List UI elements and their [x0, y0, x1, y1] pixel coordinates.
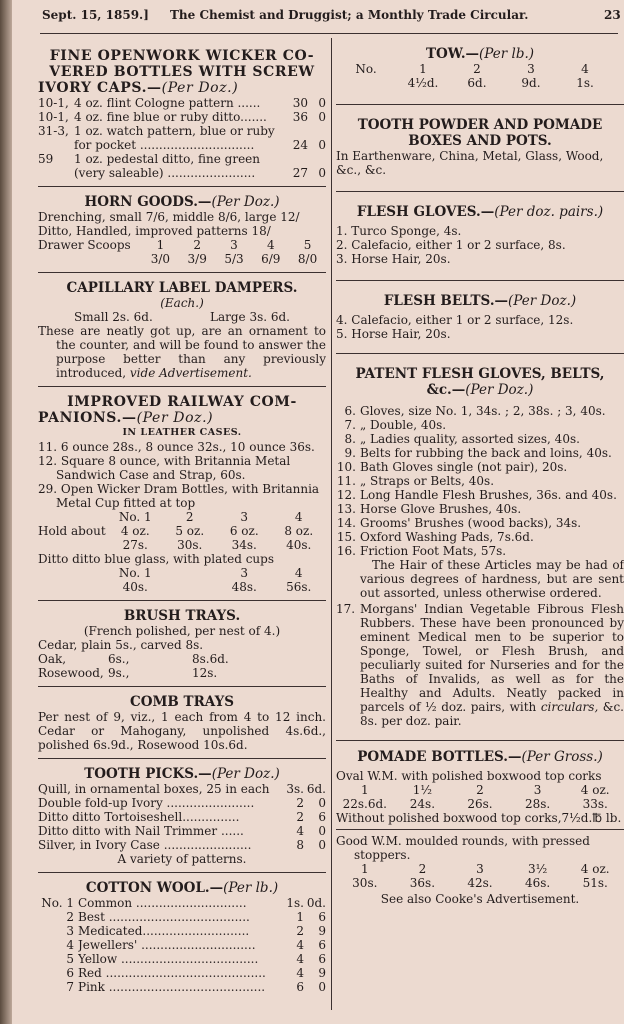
railway-no: 2 [185, 510, 194, 524]
rule [336, 353, 624, 354]
wicker-row [38, 166, 326, 180]
patent-item-number: 11. [336, 474, 356, 488]
tow-no: 4 [581, 62, 589, 76]
wicker-section [38, 40, 326, 180]
picks-variety: A variety of patterns. [117, 852, 247, 866]
railway-item-12: 12. Square 8 ounce, with Britannia Metal Sandwich Case and Strap, 60s. [38, 454, 291, 482]
rule [38, 600, 326, 601]
wicker-unit: (Per Doz.) [161, 80, 239, 96]
patent-item [336, 502, 624, 516]
pomade-section [336, 749, 624, 906]
wicker-price-shillings [286, 152, 308, 166]
wicker-item-text: (very saleable) ....................... [74, 166, 256, 180]
fleshgloves-item: 1. Turco Sponge, 4s. [336, 224, 462, 238]
wool-number: 5 [66, 952, 74, 966]
patent-item-number: 12. [336, 488, 356, 502]
wool-price-list [38, 896, 326, 994]
rule [38, 186, 326, 187]
pomade-price: 28s. [524, 797, 551, 811]
patent-item [336, 544, 624, 558]
pomade-size-2: 3½ [527, 862, 548, 876]
wicker-item-number: 10-1, [38, 96, 69, 110]
fleshgloves-unit: (Per doz. pairs.) [494, 204, 604, 220]
wicker-item-number: 59 [38, 152, 54, 166]
picks-item-text: Ditto ditto Tortoiseshell............... [38, 810, 240, 824]
pomade-price-2: 46s. [524, 876, 551, 890]
wool-price-shillings: 6 [296, 980, 304, 994]
wool-name: Pink ......................................... [78, 980, 266, 994]
railway-hold-label: Hold about [38, 524, 106, 538]
pomade-size: 1½ [412, 783, 433, 797]
pomade-size: 3 [533, 783, 542, 797]
railway-price: 30s. [177, 538, 203, 552]
tow-price: 1s. [576, 76, 594, 90]
horn-price: 6/9 [261, 252, 281, 266]
wicker-row [38, 96, 326, 110]
railway-price-2: 40s. [122, 580, 148, 594]
patent-item-text: Gloves, size No. 1, 34s. ; 2, 38s. ; 3, 40s. [360, 404, 606, 418]
fleshbelts-title: FLESH BELTS.— [383, 293, 509, 309]
wicker-price-shillings: 36 [292, 110, 308, 124]
horn-size: 2 [193, 238, 202, 252]
wool-unit: (Per lb.) [223, 880, 279, 896]
patent-item-text: Grooms' Brushes (wood backs), 34s. [360, 516, 582, 530]
wicker-title-1: FINE OPENWORK WICKER CO- [49, 48, 315, 64]
fleshbelts-section [336, 293, 624, 341]
brush-section [38, 608, 326, 680]
wicker-price-pence: 0 [318, 110, 326, 124]
patent-item [336, 530, 624, 544]
pomade-price: 33s. [582, 797, 608, 811]
wool-price-pence: 9 [318, 966, 326, 980]
comb-title: COMB TRAYS [129, 694, 234, 710]
wool-name: Medicated............................ [78, 924, 250, 938]
wool-name: Common ............................. [78, 896, 247, 910]
tow-no: No. [355, 62, 377, 76]
wool-price-pence: 6 [318, 952, 326, 966]
book-binding [0, 0, 12, 1024]
wool-price-shillings: 4 [296, 952, 304, 966]
brush-wood: Oak, [38, 652, 67, 666]
horn-size: 3 [230, 238, 238, 252]
wicker-price-pence: 0 [318, 166, 326, 180]
wicker-item-text: 1 oz. watch pattern, blue or ruby [74, 124, 275, 138]
picks-row [38, 782, 326, 796]
wicker-price-list [38, 96, 326, 180]
patent-item-17-circulars: circulars, [540, 700, 599, 714]
wicker-title-2: VERED BOTTLES WITH SCREW [49, 64, 315, 80]
wicker-price-pence [308, 124, 326, 138]
horn-unit: (Per Doz.) [211, 194, 280, 210]
pomade-price: 22s.6d. [342, 797, 387, 811]
rule [336, 280, 624, 281]
pomade-oval: Oval W.M. with polished boxwood top corks [336, 769, 602, 783]
brush-price: 6s., [108, 652, 130, 666]
wool-title: COTTON WOOL.— [85, 880, 224, 896]
railway-item-11: 11. 6 ounce 28s., 8 ounce 32s., 10 ounce 36s. [38, 440, 315, 454]
railway-no-2: 3 [240, 566, 249, 580]
patent-item-number: 8. [344, 432, 356, 446]
rule [336, 104, 624, 105]
patent-item-text: „ Double, 40s. [360, 418, 447, 432]
brush-wood: Rosewood, [38, 666, 104, 680]
picks-price-shillings: 2 [296, 796, 304, 810]
pomade-size: 1 [360, 783, 369, 797]
tow-no: 3 [527, 62, 535, 76]
pomade-unit: (Per Gross.) [521, 749, 603, 765]
pomade-size: 4 oz. [580, 783, 610, 797]
wool-price-pence: 6 [318, 910, 326, 924]
picks-price-pence: 6 [318, 810, 326, 824]
patent-item-text: Horse Glove Brushes, 40s. [360, 502, 522, 516]
wicker-item-text: 4 oz. flint Cologne pattern ...... [74, 96, 261, 110]
patent-note: The Hair of these Articles may be had of various degrees of hardness, but are sent out assorted, unless otherwise ordered. [360, 558, 624, 600]
railway-price-2: 48s. [231, 580, 257, 594]
patent-item-number: 14. [336, 516, 356, 530]
patent-item-number: 6. [344, 404, 356, 418]
railway-title-1: IMPROVED RAILWAY COM- [67, 394, 297, 410]
patent-unit: (Per Doz.) [465, 382, 534, 398]
railway-no: No. 1 [118, 510, 152, 524]
comb-text: Per nest of 9, viz., 1 each from 4 to 12 inch. Cedar or Mahogany, unpolished 4s.6d., polished 6s.9d., Rosewood 10s.6d. [38, 710, 326, 752]
capillary-small: Small 2s. 6d. [74, 310, 153, 324]
pomade-good: Good W.M. moulded rounds, with pressed stoppers. [336, 834, 590, 862]
patent-item-17-number: 17. [336, 602, 356, 616]
capillary-title: CAPILLARY LABEL DAMPERS. [66, 280, 298, 296]
horn-size: 5 [303, 238, 312, 252]
railway-no-2: No. 1 [118, 566, 152, 580]
railway-price: 40s. [286, 538, 312, 552]
wicker-item-number [38, 166, 74, 180]
horn-line-3: Drawer Scoops [38, 238, 131, 252]
wool-price-shillings: 1 [296, 910, 304, 924]
wicker-row [38, 138, 326, 152]
wool-row [38, 924, 326, 938]
picks-title: TOOTH PICKS.— [84, 766, 212, 782]
picks-price-shillings: 3s. [286, 782, 304, 796]
picks-price-pence: 0 [318, 838, 326, 852]
rule [336, 191, 624, 192]
picks-row [38, 824, 326, 838]
railway-capacity: 5 oz. [175, 524, 205, 538]
wool-price-pence: 0d. [306, 896, 326, 910]
wicker-item-number: 10-1, [38, 110, 69, 124]
capillary-vide: vide Advertisement. [129, 366, 252, 380]
patent-item-text: Belts for rubbing the back and loins, 40s. [360, 446, 612, 460]
railway-no: 4 [294, 510, 303, 524]
pomade-price-2: 36s. [409, 876, 436, 890]
wool-name: Best ..................................... [78, 910, 250, 924]
brush-price: 8s.6d. [192, 652, 229, 666]
patent-item-list [336, 404, 624, 558]
wicker-price-shillings: 24 [292, 138, 308, 152]
horn-size: 1 [156, 238, 165, 252]
wool-name: Jewellers' .............................. [78, 938, 256, 952]
horn-price: 3/0 [150, 252, 171, 266]
tow-price: 6d. [467, 76, 487, 90]
tow-section [336, 40, 624, 90]
picks-price-list [38, 782, 326, 852]
wicker-price-shillings: 27 [292, 166, 308, 180]
horn-price: 3/9 [187, 252, 207, 266]
patent-item [336, 446, 624, 460]
pomade-size: 2 [476, 783, 484, 797]
rule [38, 758, 326, 759]
capillary-section [38, 280, 326, 380]
fleshbelts-item: 4. Calefacio, either 1 or 2 surface, 12s. [336, 313, 574, 327]
wicker-row [38, 124, 326, 138]
wool-section [38, 880, 326, 994]
railway-price-2: 56s. [286, 580, 312, 594]
wicker-item-text: 1 oz. pedestal ditto, fine green [74, 152, 260, 166]
wicker-item-number: 31-3, [38, 124, 69, 138]
railway-unit: (Per Doz.) [136, 410, 214, 426]
picks-unit: (Per Doz.) [211, 766, 280, 782]
tow-no: 1 [419, 62, 427, 76]
wicker-price-pence [308, 152, 326, 166]
column-divider [331, 38, 332, 1010]
picks-item-text: Quill, in ornamental boxes, 25 in each [38, 782, 270, 796]
rule [38, 686, 326, 687]
picks-item-text: Silver, in Ivory Case ....................... [38, 838, 252, 852]
fleshgloves-item: 2. Calefacio, either 1 or 2 surface, 8s. [336, 238, 566, 252]
wicker-title-3: IVORY CAPS.— [38, 80, 162, 96]
brush-title: BRUSH TRAYS. [123, 608, 241, 624]
wool-row [38, 980, 326, 994]
wool-price-shillings: 4 [296, 966, 304, 980]
header-page-number: 23 [604, 8, 621, 22]
wool-row [38, 896, 326, 910]
wool-number: 3 [66, 924, 74, 938]
patent-item-number: 13. [336, 502, 356, 516]
brush-cedar: Cedar, plain 5s., carved 8s. [38, 638, 204, 652]
patent-item-number: 9. [344, 446, 356, 460]
wool-price-pence: 6 [318, 938, 326, 952]
wicker-row [38, 110, 326, 124]
comb-section [38, 694, 326, 752]
rule [38, 872, 326, 873]
tow-price: 9d. [521, 76, 541, 90]
picks-row [38, 796, 326, 810]
pomade-size-2: 4 oz. [580, 862, 610, 876]
brush-price: 9s., [108, 666, 130, 680]
capillary-large: Large 3s. 6d. [209, 310, 290, 324]
wicker-item-number [38, 138, 74, 152]
pomade-price: 24s. [409, 797, 436, 811]
wool-number: No. 1 [41, 896, 74, 910]
horn-price: 8/0 [297, 252, 318, 266]
wool-number: 6 [66, 966, 74, 980]
horn-size: 4 [266, 238, 275, 252]
railway-capacity: 4 oz. [120, 524, 150, 538]
pomade-see-also: See also Cooke's Advertisement. [380, 892, 580, 906]
rule [38, 272, 326, 273]
picks-section [38, 766, 326, 866]
wool-name: Red .......................................... [78, 966, 266, 980]
railway-item-29: 29. Open Wicker Dram Bottles, with Britannia Metal Cup fitted at top [38, 482, 320, 510]
patent-item [336, 418, 624, 432]
tow-unit: (Per lb.) [479, 46, 535, 62]
patent-item-17-end: &c. 8s. per doz. pair. [360, 700, 624, 728]
fleshgloves-section [336, 204, 624, 266]
picks-price-shillings: 8 [296, 838, 304, 852]
rule [336, 740, 624, 741]
wool-price-pence: 9 [318, 924, 326, 938]
patent-item-17-text: Morgans' Indian Vegetable Fibrous Flesh Rubbers. These have been pronounced by eminent Medical men to be superior to Sponge, Towel, or Flesh Brush, and peculiarly suited for Nurseries and for the Baths of Invalids, as well as for the Healthy and Adults. Neatly packed in parcels of ½ doz. pairs, with [360, 602, 624, 714]
pomade-price: 26s. [467, 797, 493, 811]
railway-no: 3 [240, 510, 249, 524]
railway-section [38, 394, 326, 594]
picks-item-text: Double fold-up Ivory ....................... [38, 796, 255, 810]
pomade-size-2: 2 [418, 862, 427, 876]
toothpowder-text: In Earthenware, China, Metal, Glass, Wood, &c., &c. [336, 149, 604, 177]
wool-name: Yellow .................................... [78, 952, 259, 966]
patent-item [336, 404, 624, 418]
patent-item-text: Oxford Washing Pads, 7s.6d. [360, 530, 534, 544]
horn-price: 5/3 [224, 252, 244, 266]
patent-item-number: 15. [336, 530, 356, 544]
header-title: The Chemist and Druggist; a Monthly Trade Circular. [170, 8, 529, 22]
picks-price-shillings: 4 [296, 824, 304, 838]
pomade-without: Without polished boxwood top corks,7½d.℔ lb. [336, 811, 622, 825]
wool-row [38, 910, 326, 924]
patent-item-text: „ Ladies quality, assorted sizes, 40s. [360, 432, 580, 446]
wicker-price-pence: 0 [318, 96, 326, 110]
wool-price-shillings: 2 [296, 924, 304, 938]
picks-price-shillings: 2 [296, 810, 304, 824]
patent-item [336, 488, 624, 502]
picks-price-pence: 6d. [306, 782, 326, 796]
header-rule [40, 33, 618, 34]
patent-section [336, 366, 624, 728]
patent-item-number: 16. [336, 544, 356, 558]
tow-no: 2 [473, 62, 481, 76]
brush-subtitle: (French polished, per nest of 4.) [83, 624, 281, 638]
pomade-size-2: 1 [360, 862, 369, 876]
brush-price: 12s. [192, 666, 218, 680]
toothpowder-section [336, 117, 624, 177]
fleshbelts-unit: (Per Doz.) [508, 293, 577, 309]
wicker-price-pence: 0 [318, 138, 326, 152]
horn-section [38, 194, 326, 266]
patent-item-text: „ Straps or Belts, 40s. [360, 474, 495, 488]
patent-item-text: Long Handle Flesh Brushes, 36s. and 40s. [360, 488, 617, 502]
railway-capacity: 8 oz. [284, 524, 314, 538]
picks-row [38, 810, 326, 824]
wicker-price-shillings: 30 [292, 96, 308, 110]
header-date: Sept. 15, 1859.] [42, 8, 149, 22]
patent-item-text: Friction Foot Mats, 57s. [360, 544, 507, 558]
wicker-price-shillings [286, 124, 308, 138]
horn-title: HORN GOODS.— [84, 194, 212, 210]
wool-number: 7 [66, 980, 74, 994]
wool-price-pence: 0 [318, 980, 326, 994]
railway-price: 27s. [122, 538, 148, 552]
tow-price: 4½d. [407, 76, 439, 90]
pomade-price-2: 30s. [352, 876, 378, 890]
wool-row [38, 952, 326, 966]
railway-no-2: 4 [294, 566, 303, 580]
patent-title-2: &c.— [426, 382, 466, 398]
patent-item [336, 432, 624, 446]
railway-subtitle: IN LEATHER CASES. [122, 427, 242, 438]
picks-price-pence: 0 [318, 796, 326, 810]
patent-item [336, 516, 624, 530]
rule [38, 386, 326, 387]
wool-number: 4 [66, 938, 74, 952]
wool-price-shillings: 1s. [286, 896, 304, 910]
patent-item-number: 7. [344, 418, 356, 432]
railway-title-2: PANIONS.— [38, 410, 137, 426]
pomade-size-2: 3 [476, 862, 484, 876]
wicker-item-text: 4 oz. fine blue or ruby ditto....... [74, 110, 267, 124]
right-column [336, 40, 624, 906]
wool-row [38, 966, 326, 980]
wicker-row [38, 152, 326, 166]
fleshgloves-title: FLESH GLOVES.— [356, 204, 495, 220]
patent-title-1: PATENT FLESH GLOVES, BELTS, [355, 366, 605, 382]
patent-item [336, 460, 624, 474]
railway-capacity: 6 oz. [229, 524, 259, 538]
capillary-unit: (Each.) [160, 296, 204, 310]
pomade-price-2: 42s. [467, 876, 493, 890]
picks-price-pence: 0 [318, 824, 326, 838]
pomade-price-2: 51s. [582, 876, 608, 890]
patent-item-text: Bath Gloves single (not pair), 20s. [360, 460, 568, 474]
patent-item-number: 10. [336, 460, 356, 474]
toothpowder-title: TOOTH POWDER AND POMADE BOXES AND POTS. [357, 117, 603, 149]
horn-line-1: Drenching, small 7/6, middle 8/6, large 12/ [38, 210, 300, 224]
railway-blue-glass: Ditto ditto blue glass, with plated cups [38, 552, 274, 566]
wool-number: 2 [66, 910, 74, 924]
railway-price: 34s. [231, 538, 257, 552]
fleshgloves-item: 3. Horse Hair, 20s. [336, 252, 451, 266]
rule [336, 829, 624, 830]
wool-price-shillings: 4 [296, 938, 304, 952]
left-column [38, 40, 326, 994]
wool-row [38, 938, 326, 952]
fleshbelts-item: 5. Horse Hair, 20s. [336, 327, 451, 341]
horn-line-2: Ditto, Handled, improved patterns 18/ [38, 224, 271, 238]
patent-item [336, 474, 624, 488]
tow-title: TOW.— [425, 46, 480, 62]
wicker-item-text: for pocket .............................. [74, 138, 255, 152]
capillary-description: These are neatly got up, are an ornament to the counter, and will be found to answer the purpose better than any previously introduced, [38, 324, 326, 380]
picks-item-text: Ditto ditto with Nail Trimmer ...... [38, 824, 244, 838]
pomade-title: POMADE BOTTLES.— [357, 749, 522, 765]
picks-row [38, 838, 326, 852]
